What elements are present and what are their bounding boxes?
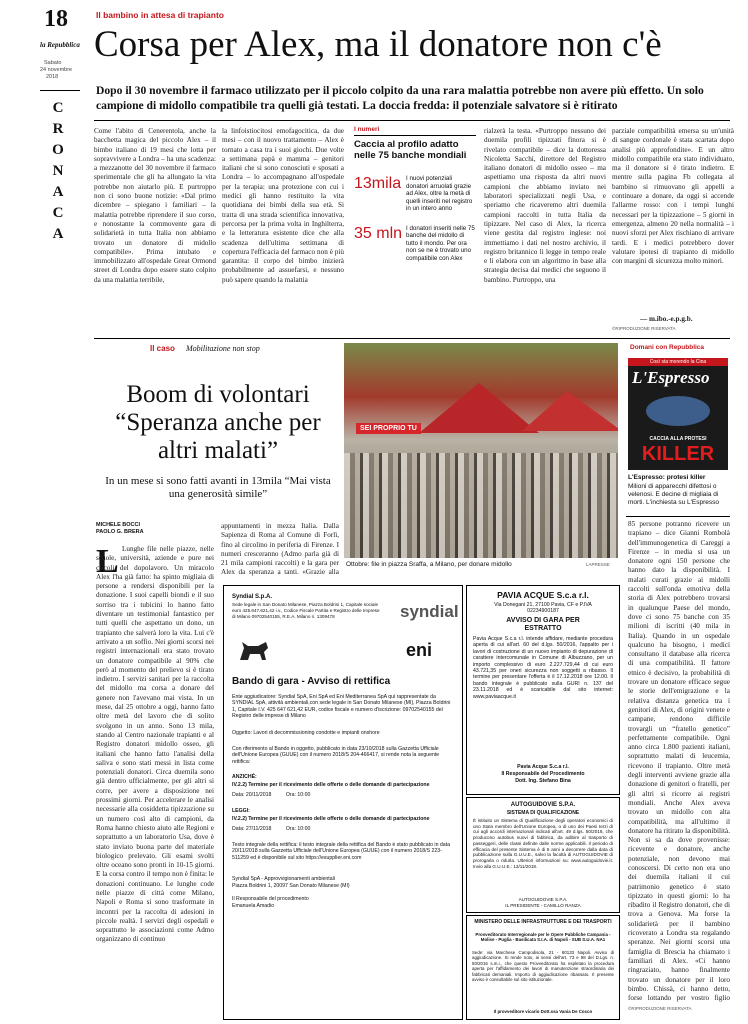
ad-title: Bando di gara - Avviso di rettifica xyxy=(232,676,391,687)
section-label-il-caso: Il caso xyxy=(150,344,175,353)
main-story-col5: parziale compatibilità emersa su un'unità di sangue cordonale è stata scartata dopo analisi più approfondite». E un altro midollo compatibile era stato individuato, ma il donatore si è tirato indietro. E mentre sulla pagina Fb collegata al bambino si rimuovano gli appelli a continuare a donare, da oggi si accende l'allarme rosso: con i tempi lunghi necessari per la tipizzazione – 5 giorni in emergenza, almeno 20 nella normalità – i nuovi sforzi per Alex rischiano di arrivare tardi. E i medici potrebbero dover valutare ipotesi di trapianto di midollo con margini di sicurezza molto minori. xyxy=(612,127,734,266)
sidebar-header: Domani con Repubblica xyxy=(630,344,705,351)
main-story-col4: rialzerà la testa. «Purtroppo nessuno dei duemila profili tipizzati finora si è rivelato compatibile – dice la dottoressa Nicoletta Sacchi, direttore del Registro italiano donatori di midollo osseo – ma aspettiamo una risposta da altri nuovi campioni che abbiamo inviato nei laboratori specializzati negli Usa, e speriamo che ricaveremo altri duemila campioni raccolti in tutta Italia da tipizzare. Nel caso di Alex, la ricerca viene gestita dal registro inglese: noi immettiamo i dati nel nostro archivio, il registro britannico li legge in tempo reale e li elabora con un algoritmo in base alla strategia decisa dai medici che seguono il bambino. Purtroppo, una xyxy=(484,127,606,284)
magazine-title: L'Espresso xyxy=(632,368,710,387)
story2-headline: Boom di volontari “Speranza anche per altri malati” xyxy=(115,381,321,464)
main-story-col1: Come l'abito di Cenerentola, anche la bacchetta magica del piccolo Alex – il bimbo italiano di 19 mesi che lotta per sopravvivere a Londra – ha una scadenza: a mezzanotte del 30 novembre il farmaco sperimentale che gli ha allungato la vita potrebbe non aiutarlo più. E purtroppo non ci sono buone notizie: «Dal primo dicembre – spiegano i familiari – la malattia potrebbe riprendere il suo corso, e nonostante la commovente gara di solidarietà in tutta Italia non abbiamo trovato un donatore di midollo compatibile». Prima intubato e immobilizzato all'ospedale Great Ormond street di Londra dopo essere stato colpito da una malattia terribile, xyxy=(94,127,216,284)
min-body: Sede: via Marchese Campodisola, 21 - 80133 Napoli. Avviso di aggiudicazione. Si rende noto, ai sensi dell'art. 73 e 98 del D.Lgs. n. 50/2016 s.m.i., che questo Provveditorato ha espletato la procedura aperta per l'affidamento dei lavori di manutenzione straordinaria dei fabbricati demaniali. Importo di aggiudicazione ribassato. Il presente avviso è consultabile sul sito istituzionale. xyxy=(472,950,614,983)
kicker: Il bambino in attesa di trapianto xyxy=(96,10,224,20)
headline: Corsa per Alex, ma il donatore non c'è xyxy=(94,24,662,65)
ad-sign2: Piazza Boldrini 1, 20097 San Donato Milanese (MI) xyxy=(232,883,350,889)
ad-sign1: Syndial SpA - Approvvigionamenti ambientali xyxy=(232,876,335,882)
min-title: MINISTERO DELLE INFRASTRUTTURE E DEI TRASPORTI xyxy=(474,919,612,925)
ad-syndial-eni xyxy=(223,585,463,1020)
ad-autoguidovie xyxy=(466,797,620,913)
min-subtitle: Provveditorato Interregionale per le Opere Pubbliche Campania - Molise - Puglia - Basilicata S.I.A. di Napoli - SUB S.U.A. NA1 xyxy=(475,932,611,943)
story2-subheadline: In un mese si sono fatti avanti in 13mila “Mai vista una generosità simile” xyxy=(105,475,331,500)
ad-p1: Ente aggiudicatore: Syndial SpA, Eni SpA ed Eni Mediterranea SpA qui rappresentate da SYNDIAL SpA, attività ambientali,con sede legale in San Donato Milanese (MI), Piazza Boldrini 1, Capitale I.V. 425 647 621,42 EUR, codice fiscale e numero d'iscrizione: 09702540155 del Registro delle imprese di Milano xyxy=(232,694,451,720)
ad-ministero xyxy=(466,915,620,1020)
sidebar-caption: Milioni di apparecchi difettosi o velenosi. E decine di migliaia di morti. L'inchiesta su L'Espresso xyxy=(628,483,719,506)
pavia-sign1: Pavia Acque S.c.a r.l. xyxy=(517,764,569,770)
auto-body: È istituito un Sistema di Qualificazione degli operatori economici di uno Stato membro dell'Unione Europea, o di uno dei Paesi terzi di cui agli accordi internazionali indicati all'art. 49 d.lgs. 50/2016, che producono autobus nuovi di fabbrica, da adibire al trasporto di passeggeri, delle classi definite dalle norme applicabili. Il periodo di efficacia del presente Sistema è di 5 anni a decorrere dalla data di pubblicazione sulla G.U.U.E., salvo la facoltà di AUTOGUIDOVIE di prorogarla o ridurla. Ulteriori informazioni su: www.autoguidovie.it. Invio alla G.U.U.E.: 13/11/2018. xyxy=(473,818,613,869)
magazine-cover xyxy=(628,358,728,470)
stat1-text: I nuovi potenziali donatori arruolati grazie ad Alex, oltre la metà di quelli inseriti nel registro in un intero anno xyxy=(406,175,473,212)
stat2-value: 35 mln xyxy=(354,224,403,242)
ad-p3: Con riferimento al Bando in oggetto, pubblicato in data 23/10/2018 sulla Gazzetta Ufficiale dell'Unione Europea (GUUE) con il numero 2018/S 204-466417, si rende nota la seguente rettifica: xyxy=(232,746,440,765)
auto-subtitle: SISTEMA DI QUALIFICAZIONE xyxy=(506,810,580,816)
ad-anziche-line: IV.2.2) Termine per il ricevimento delle offerte o delle domande di partecipazione xyxy=(232,782,430,788)
auto-title: AUTOGUIDOVIE S.P.A. xyxy=(510,802,576,808)
reproduction-note-2: ©RIPRODUZIONE RISERVATA xyxy=(628,1006,692,1011)
date-line-1: Sabato xyxy=(44,60,62,66)
ad-sign4: Emanuela Amadio xyxy=(232,903,275,909)
date-line-3: 2018 xyxy=(46,74,59,80)
main-story-col2: la linfoistiocitosi emofagocitica, da due mesi – con il nuovo trattamento – Alex è tornato a casa tra i suoi giochi. Due volte a settimana papà e mamma – genitori italiani che si sono conosciuti e sposati a Londra – lo accompagnano all'ospedale per la terapia: una protezione con cui i medici gli hanno restituito la vita quotidiana dei bimbi della sua età. Si tratta di una strada scientifica innovativa, percorsa per la prima volta in Inghilterra, e la letteratura esistente dice che alla scadenza dell'ultima settimana di copertura l'efficacia del farmaco non è più garantita: il corpo del bimbo inizierà probabilmente ad assuefarsi, e nessuno può sapere quando la malattia xyxy=(222,127,344,284)
min-sign: Il provveditore vicario Dott.ssa Vania De Cocco xyxy=(493,1009,593,1014)
drop-cap: L xyxy=(96,543,119,580)
numbers-label: I numeri xyxy=(354,126,380,133)
stat1-value: 13mila xyxy=(354,175,402,192)
ad-pavia-acque xyxy=(466,585,620,795)
pavia-addr: Via Donegani 21, 27100 Pavia, CF e P.IVA 02234900187 xyxy=(494,602,592,615)
ad-leggi-line: IV.2.2) Termine per il ricevimento delle offerte o delle domande di partecipazione xyxy=(232,816,430,822)
author-1: MICHELE BOCCI xyxy=(96,522,140,528)
ad-anziche-date: Data: 20/11/2018 Ora: 10:00 xyxy=(232,792,311,798)
stat2-text: I donatori inseriti nelle 75 banche del midollo di tutto il mondo. Per ora non se ne è trovato uno compatibile con Alex xyxy=(406,224,475,262)
pavia-subtitle: AVVISO DI GARA PER ESTRATTO xyxy=(506,617,580,632)
page-number: 18 xyxy=(44,6,68,32)
story2-col2: appuntamenti in mezza Italia. Dalla Sapienza di Roma al Comune di Forlì, fino al circolino in periferia di Firenze. I numeri cresceranno (Admo parla già di 21 mila campioni raccolti) e la gara per Alex da speranza a tanti. «Grazie alla xyxy=(221,522,339,576)
photo-caption: Ottobre: file in piazza Sraffa, a Milano, per donare midollo xyxy=(346,561,512,568)
photo-credit: LAPRESSE xyxy=(586,562,610,567)
author-2: PAOLO G. BRERA xyxy=(96,529,144,535)
ad-leggi-date: Data: 27/11/2018 Ora: 10:00 xyxy=(232,826,311,832)
ad-h-anziche: ANZICHÉ: xyxy=(232,774,257,780)
paper-name: la Repubblica xyxy=(40,41,80,49)
syndial-logo: syndial xyxy=(400,602,459,621)
photo-sign: SEI PROPRIO TU xyxy=(356,423,421,434)
sidebar-caption-bold: L'Espresso: protesi killer xyxy=(628,474,706,481)
date-line-2: 24 novembre xyxy=(40,67,73,73)
main-byline: — m.ibo.-e.p.g.b. xyxy=(640,315,693,323)
pavia-sign2: Il Responsabile del Procedimento xyxy=(501,771,585,777)
auto-sign1: AUTOGUIDOVIE S.P.A. xyxy=(518,897,568,902)
ad-company: Syndial S.p.A. xyxy=(232,594,273,600)
cover-small: CACCIA ALLA PROTESI xyxy=(649,436,707,442)
pavia-body: Pavia Acque S.c.a r.l. intende affidare, mediante procedura aperta di cui all'art. 60 del d.lgs. 50/2016, l'appalto per i lavori di costruzione di un nuovo impianto di depurazione di carattere intercomunale in Comune di Albuzzano, per un importo complessivo di euro 2.227.729,44 di cui euro 43.721,35 per oneri sicurezza non soggetti a ribasso. Il termine per presentare l'offerta è il 17.12.2018 ore 12.00. Il bando integrale è pubblicato sulla GURI n. 137 del 23.11.2018 ed è scaricabile dal sito internet: www.paviaacque.it xyxy=(473,636,613,700)
ad-address: Sede legale in San Donato Milanese, Piazza Boldrini 1, Capitale sociale euro 425.647.621,42 i.v., Codice Fiscale Partita e Registro delle Imprese di Milano 09702540155, R.E.A. Milano n. 1309478 xyxy=(232,602,380,619)
section-tag: Mobilitazione non stop xyxy=(186,344,260,353)
ad-p4: Testo integrale della rettifica: il testo integrale della rettifica del Bando è stato pubblicato in data 20/11/2018 sulla Gazzetta Ufficiale dell'Unione Europea (GUUE) con il numero 2018/S 223-511259 ed è disponibile sul sito https://esupplier.eni.com xyxy=(232,842,451,861)
volunteers-photo xyxy=(344,343,618,558)
reproduction-note-1: ©RIPRODUZIONE RISERVATA xyxy=(612,326,676,331)
pavia-sign3: Dott. Ing. Stefano Bina xyxy=(515,778,571,784)
eni-logo: eni xyxy=(406,640,433,660)
subheadline: Dopo il 30 novembre il farmaco utilizzato per il piccolo colpito da una rara malattia potrebbe non avere più effetto. Un solo campione di midollo compatibile tra quelli già testati. La doccia fredda: il potenziale salvatore si è ritirato xyxy=(96,84,704,112)
ad-sign3: Il Responsabile del procedimento xyxy=(232,896,309,902)
ad-h-leggi: LEGGI: xyxy=(232,808,250,814)
auto-sign2: IL PRESIDENTE - CAMILLO RANZA xyxy=(505,903,581,908)
cover-big: KILLER xyxy=(641,443,715,465)
magazine-strap: Così sta morendo la Cina xyxy=(628,358,728,366)
eni-dog-icon xyxy=(238,638,272,664)
story2-col1: Lunghe file nelle piazze, nelle scuole, università, aziende e pure nei circoli del dopolavoro. Un miracolo Alex l'ha già fatto: ha spinto migliaia di persone a rendersi disponibili per la donazione. I suoi capelli biondi e il suo sorriso tra i tubicini lo hanno fatto diventare un testimonial fantastico per tutti quelli che aspettano un dono, un trapianto che salverà loro la vita. Lui c'è arrivato a un soffio. Nei giorni scorsi nei registri internazionali era stato trovato un donatore compatibile al 90% che però al momento del prelievo si è tirato indietro. I servizi sanitari per la raccolta del midollo ma corsa a donare del genere non l'avevano mai vista. In un mese, dal 25 ottobre a oggi, hanno fatto oltre metà del lavoro che di solito svolgono in un anno. Sono 13 mila, stando al Centro nazionale trapianti e al Registro donatori midollo osseo, gli italiani che hanno fatto l'analisi della saliva e sono stati messi in lista come potenziali donatori. Circa duemila sono già dentro ufficialmente, per gli altri si corre, per avere a disposizione nei prossimi giorni. Per accelerare le analisi necessarie alla cosiddetta tipizzazione su un numero così alto di campioni, da Roma hanno chiesto aiuto alle Regioni e soprattutto a un laboratorio Usa, dove è stato inviato buona parte del materiale biologico prelevato. Gli esami svolti oltre oceano sono pronti in 10-15 giorni. E la corsa contro il tempo non è finita: le donazioni continuano. Le lunghe code nelle piazze di città come Milano, Napoli e Roma si sono trasformate in incontri per la raccolta di adesioni in piccole realtà. I servizi degli ospedali e soprattutto le associazioni come Admo organizzano di continuo xyxy=(96,545,214,944)
numbers-box xyxy=(354,126,476,333)
section-vertical-label: CRONACA xyxy=(52,100,66,242)
pavia-title: PAVIA ACQUE S.c.a r.l. xyxy=(497,590,589,600)
right-story: 85 persone potranno ricevere un trapiano – dice Gianni Rombolà dell'immunogenetica di Careggi a Firenze – in media si usa un donatore ogni 150 persone che hanno dato la disponibilità. I malati curati grazie ai midolli raccolti sull'onda emotiva della storia di Alex potrebbero trovarsi in qualunque Paese del mondo, dove ci sono 75 banche con 35 milioni di iscritti (40 mila in Italia). Quando in un ospedale qualcuno ha bisogno, i medici consultano il database alla ricerca di una compatibilità. Il fattore etnico è decisivo, la probabilità di trovare un donatore efficace segue le storie dell'emigrazione e la relativa distanza genetica tra i genitori di Alex, di origini venete e campane, rendono difficile trovargli un “fratello genetico” perfettamente compatibile. Ogni anno circa 1.800 pazienti italiani, soprattutto malati di leucemia, ricevono il trapianto. Oltre metà degli interventi avviene grazie alla donazione di genitori o fratelli, per gli altri si ricorre ai registri mondiali. Anche Alex aveva trovato un midollo con alta compatibilità, ma all'ultimo il donatore ha ritirato la disponibilità. Non si sa da dove provenisse: ricevente e donatore, anche potenziale, non devono mai conoscersi. Di certo non era uno dei duemila italiani il cui patrimonio genetico è stato tipizzato in questi giorni: lo ha ribadito il Registro donatori, che di trova a Genova. Ma forse la solidarietà per il bambino ricoverato a Londra sta regalando speranze. Nei giorni scorsi una famiglia di Brescia ha chiamato i familiari di Alex. «Ci hanno ringraziato, hanno finalmente trovato un donatore per il loro bimbo. Chissà, ci hanno detto, forse lottando per vostro figlio xyxy=(628,520,730,1002)
ad-p2: Oggetto: Lavori di decommissioning condotte e impianti onshore xyxy=(232,730,380,736)
numbers-title: Caccia al profilo adatto nelle 75 banche mondiali xyxy=(354,139,467,161)
